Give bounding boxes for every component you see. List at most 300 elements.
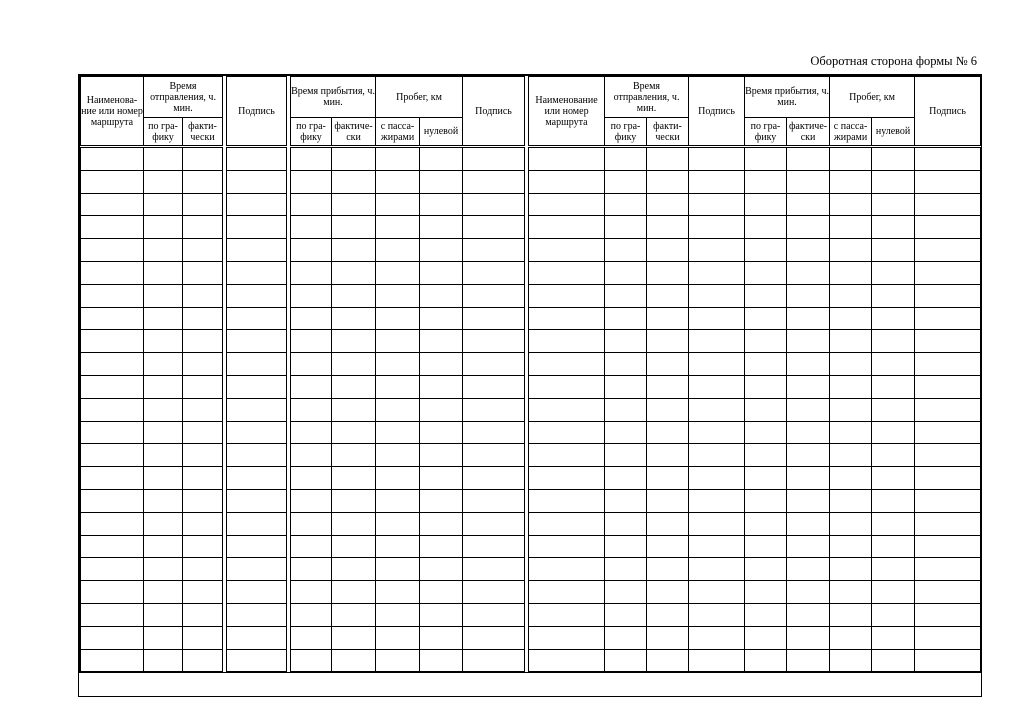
route-name-left-cell[interactable]	[81, 307, 144, 330]
arrival-actual-right-cell[interactable]	[787, 649, 830, 672]
arrival-by-schedule-left-cell[interactable]	[291, 216, 332, 239]
signature-3-cell[interactable]	[689, 284, 745, 307]
arrival-actual-right-cell[interactable]	[787, 421, 830, 444]
signature-4-cell[interactable]	[915, 284, 981, 307]
mileage-empty-right-cell[interactable]	[872, 626, 915, 649]
route-name-left-cell[interactable]	[81, 421, 144, 444]
route-name-right-cell[interactable]	[529, 193, 605, 216]
arrival-by-schedule-left-cell[interactable]	[291, 535, 332, 558]
mileage-with-passengers-right-cell[interactable]	[830, 193, 872, 216]
signature-3-cell[interactable]	[689, 581, 745, 604]
arrival-actual-left-cell[interactable]	[332, 398, 376, 421]
route-name-left-cell[interactable]	[81, 558, 144, 581]
signature-3-cell[interactable]	[689, 489, 745, 512]
departure-actual-left-cell[interactable]	[183, 147, 223, 171]
route-name-left-cell[interactable]	[81, 284, 144, 307]
arrival-by-schedule-right-cell[interactable]	[745, 147, 787, 171]
signature-1-cell[interactable]	[227, 375, 287, 398]
departure-by-schedule-right-cell[interactable]	[605, 512, 647, 535]
departure-actual-right-cell[interactable]	[647, 193, 689, 216]
mileage-empty-left-cell[interactable]	[420, 489, 463, 512]
mileage-with-passengers-right-cell[interactable]	[830, 147, 872, 171]
signature-2-cell[interactable]	[463, 239, 525, 262]
signature-1-cell[interactable]	[227, 535, 287, 558]
mileage-empty-left-cell[interactable]	[420, 307, 463, 330]
route-name-right-cell[interactable]	[529, 216, 605, 239]
departure-by-schedule-right-cell[interactable]	[605, 261, 647, 284]
arrival-by-schedule-right-cell[interactable]	[745, 649, 787, 672]
departure-by-schedule-right-cell[interactable]	[605, 307, 647, 330]
route-name-left-cell[interactable]	[81, 512, 144, 535]
departure-by-schedule-right-cell[interactable]	[605, 284, 647, 307]
mileage-with-passengers-right-cell[interactable]	[830, 558, 872, 581]
departure-by-schedule-left-cell[interactable]	[144, 330, 183, 353]
arrival-actual-right-cell[interactable]	[787, 193, 830, 216]
mileage-with-passengers-right-cell[interactable]	[830, 239, 872, 262]
arrival-actual-right-cell[interactable]	[787, 398, 830, 421]
mileage-empty-right-cell[interactable]	[872, 261, 915, 284]
signature-1-cell[interactable]	[227, 193, 287, 216]
departure-actual-left-cell[interactable]	[183, 330, 223, 353]
signature-3-cell[interactable]	[689, 330, 745, 353]
mileage-empty-left-cell[interactable]	[420, 170, 463, 193]
mileage-with-passengers-left-cell[interactable]	[376, 603, 420, 626]
mileage-empty-left-cell[interactable]	[420, 467, 463, 490]
departure-actual-right-cell[interactable]	[647, 603, 689, 626]
arrival-by-schedule-right-cell[interactable]	[745, 261, 787, 284]
mileage-empty-right-cell[interactable]	[872, 170, 915, 193]
arrival-by-schedule-left-cell[interactable]	[291, 603, 332, 626]
signature-3-cell[interactable]	[689, 467, 745, 490]
mileage-empty-right-cell[interactable]	[872, 284, 915, 307]
signature-2-cell[interactable]	[463, 421, 525, 444]
departure-actual-left-cell[interactable]	[183, 261, 223, 284]
arrival-actual-left-cell[interactable]	[332, 581, 376, 604]
route-name-right-cell[interactable]	[529, 581, 605, 604]
departure-actual-left-cell[interactable]	[183, 558, 223, 581]
arrival-actual-right-cell[interactable]	[787, 535, 830, 558]
departure-by-schedule-left-cell[interactable]	[144, 512, 183, 535]
mileage-empty-right-cell[interactable]	[872, 147, 915, 171]
arrival-actual-left-cell[interactable]	[332, 147, 376, 171]
arrival-by-schedule-left-cell[interactable]	[291, 170, 332, 193]
arrival-actual-left-cell[interactable]	[332, 170, 376, 193]
signature-3-cell[interactable]	[689, 421, 745, 444]
mileage-with-passengers-left-cell[interactable]	[376, 261, 420, 284]
signature-3-cell[interactable]	[689, 558, 745, 581]
departure-by-schedule-left-cell[interactable]	[144, 375, 183, 398]
signature-2-cell[interactable]	[463, 284, 525, 307]
signature-4-cell[interactable]	[915, 603, 981, 626]
departure-by-schedule-left-cell[interactable]	[144, 626, 183, 649]
signature-4-cell[interactable]	[915, 330, 981, 353]
signature-4-cell[interactable]	[915, 216, 981, 239]
signature-1-cell[interactable]	[227, 398, 287, 421]
arrival-actual-left-cell[interactable]	[332, 603, 376, 626]
signature-2-cell[interactable]	[463, 603, 525, 626]
arrival-actual-right-cell[interactable]	[787, 216, 830, 239]
mileage-with-passengers-right-cell[interactable]	[830, 581, 872, 604]
route-name-right-cell[interactable]	[529, 603, 605, 626]
arrival-actual-right-cell[interactable]	[787, 147, 830, 171]
arrival-actual-left-cell[interactable]	[332, 330, 376, 353]
signature-4-cell[interactable]	[915, 193, 981, 216]
mileage-with-passengers-right-cell[interactable]	[830, 216, 872, 239]
departure-by-schedule-left-cell[interactable]	[144, 239, 183, 262]
departure-actual-right-cell[interactable]	[647, 512, 689, 535]
route-name-left-cell[interactable]	[81, 467, 144, 490]
arrival-actual-right-cell[interactable]	[787, 512, 830, 535]
arrival-actual-left-cell[interactable]	[332, 193, 376, 216]
departure-actual-right-cell[interactable]	[647, 170, 689, 193]
departure-actual-left-cell[interactable]	[183, 421, 223, 444]
departure-by-schedule-left-cell[interactable]	[144, 398, 183, 421]
signature-2-cell[interactable]	[463, 193, 525, 216]
departure-actual-right-cell[interactable]	[647, 353, 689, 376]
mileage-with-passengers-right-cell[interactable]	[830, 489, 872, 512]
route-name-right-cell[interactable]	[529, 330, 605, 353]
mileage-empty-left-cell[interactable]	[420, 558, 463, 581]
mileage-empty-right-cell[interactable]	[872, 307, 915, 330]
signature-1-cell[interactable]	[227, 489, 287, 512]
departure-actual-left-cell[interactable]	[183, 512, 223, 535]
route-name-left-cell[interactable]	[81, 581, 144, 604]
departure-actual-left-cell[interactable]	[183, 193, 223, 216]
arrival-by-schedule-right-cell[interactable]	[745, 581, 787, 604]
arrival-by-schedule-right-cell[interactable]	[745, 307, 787, 330]
signature-3-cell[interactable]	[689, 649, 745, 672]
departure-actual-right-cell[interactable]	[647, 261, 689, 284]
signature-3-cell[interactable]	[689, 170, 745, 193]
mileage-with-passengers-right-cell[interactable]	[830, 375, 872, 398]
departure-actual-right-cell[interactable]	[647, 330, 689, 353]
arrival-by-schedule-left-cell[interactable]	[291, 421, 332, 444]
departure-by-schedule-right-cell[interactable]	[605, 147, 647, 171]
route-name-right-cell[interactable]	[529, 558, 605, 581]
arrival-by-schedule-left-cell[interactable]	[291, 444, 332, 467]
route-name-right-cell[interactable]	[529, 512, 605, 535]
mileage-with-passengers-left-cell[interactable]	[376, 307, 420, 330]
mileage-empty-left-cell[interactable]	[420, 353, 463, 376]
mileage-empty-left-cell[interactable]	[420, 444, 463, 467]
departure-actual-left-cell[interactable]	[183, 603, 223, 626]
mileage-with-passengers-right-cell[interactable]	[830, 535, 872, 558]
departure-by-schedule-right-cell[interactable]	[605, 170, 647, 193]
departure-by-schedule-left-cell[interactable]	[144, 421, 183, 444]
arrival-actual-left-cell[interactable]	[332, 216, 376, 239]
signature-2-cell[interactable]	[463, 170, 525, 193]
departure-actual-right-cell[interactable]	[647, 467, 689, 490]
mileage-with-passengers-left-cell[interactable]	[376, 649, 420, 672]
mileage-empty-left-cell[interactable]	[420, 216, 463, 239]
mileage-empty-left-cell[interactable]	[420, 284, 463, 307]
signature-1-cell[interactable]	[227, 558, 287, 581]
arrival-by-schedule-right-cell[interactable]	[745, 558, 787, 581]
departure-actual-left-cell[interactable]	[183, 375, 223, 398]
mileage-empty-right-cell[interactable]	[872, 558, 915, 581]
route-name-right-cell[interactable]	[529, 535, 605, 558]
mileage-empty-right-cell[interactable]	[872, 398, 915, 421]
mileage-with-passengers-left-cell[interactable]	[376, 193, 420, 216]
route-name-left-cell[interactable]	[81, 261, 144, 284]
arrival-by-schedule-left-cell[interactable]	[291, 581, 332, 604]
arrival-actual-right-cell[interactable]	[787, 170, 830, 193]
mileage-empty-left-cell[interactable]	[420, 581, 463, 604]
mileage-with-passengers-left-cell[interactable]	[376, 467, 420, 490]
mileage-with-passengers-right-cell[interactable]	[830, 421, 872, 444]
mileage-empty-right-cell[interactable]	[872, 330, 915, 353]
departure-actual-right-cell[interactable]	[647, 489, 689, 512]
departure-by-schedule-right-cell[interactable]	[605, 558, 647, 581]
departure-actual-left-cell[interactable]	[183, 444, 223, 467]
signature-2-cell[interactable]	[463, 147, 525, 171]
departure-actual-left-cell[interactable]	[183, 649, 223, 672]
signature-4-cell[interactable]	[915, 444, 981, 467]
mileage-with-passengers-left-cell[interactable]	[376, 489, 420, 512]
departure-by-schedule-left-cell[interactable]	[144, 261, 183, 284]
arrival-by-schedule-right-cell[interactable]	[745, 353, 787, 376]
mileage-empty-left-cell[interactable]	[420, 398, 463, 421]
route-name-right-cell[interactable]	[529, 626, 605, 649]
mileage-empty-right-cell[interactable]	[872, 649, 915, 672]
mileage-empty-left-cell[interactable]	[420, 626, 463, 649]
departure-by-schedule-left-cell[interactable]	[144, 581, 183, 604]
signature-3-cell[interactable]	[689, 603, 745, 626]
mileage-with-passengers-left-cell[interactable]	[376, 284, 420, 307]
signature-3-cell[interactable]	[689, 353, 745, 376]
arrival-by-schedule-right-cell[interactable]	[745, 444, 787, 467]
arrival-by-schedule-right-cell[interactable]	[745, 467, 787, 490]
mileage-with-passengers-right-cell[interactable]	[830, 626, 872, 649]
signature-1-cell[interactable]	[227, 216, 287, 239]
arrival-actual-left-cell[interactable]	[332, 649, 376, 672]
route-name-left-cell[interactable]	[81, 398, 144, 421]
arrival-by-schedule-left-cell[interactable]	[291, 284, 332, 307]
signature-4-cell[interactable]	[915, 170, 981, 193]
arrival-by-schedule-left-cell[interactable]	[291, 398, 332, 421]
arrival-by-schedule-right-cell[interactable]	[745, 535, 787, 558]
mileage-with-passengers-left-cell[interactable]	[376, 330, 420, 353]
mileage-with-passengers-left-cell[interactable]	[376, 170, 420, 193]
arrival-actual-left-cell[interactable]	[332, 239, 376, 262]
departure-by-schedule-left-cell[interactable]	[144, 558, 183, 581]
departure-actual-left-cell[interactable]	[183, 398, 223, 421]
arrival-actual-left-cell[interactable]	[332, 444, 376, 467]
mileage-empty-left-cell[interactable]	[420, 375, 463, 398]
mileage-empty-right-cell[interactable]	[872, 581, 915, 604]
route-name-left-cell[interactable]	[81, 193, 144, 216]
signature-1-cell[interactable]	[227, 626, 287, 649]
signature-3-cell[interactable]	[689, 193, 745, 216]
mileage-empty-right-cell[interactable]	[872, 535, 915, 558]
mileage-empty-right-cell[interactable]	[872, 467, 915, 490]
mileage-with-passengers-left-cell[interactable]	[376, 353, 420, 376]
arrival-actual-right-cell[interactable]	[787, 330, 830, 353]
departure-by-schedule-right-cell[interactable]	[605, 581, 647, 604]
departure-by-schedule-right-cell[interactable]	[605, 239, 647, 262]
signature-4-cell[interactable]	[915, 535, 981, 558]
route-name-right-cell[interactable]	[529, 284, 605, 307]
departure-by-schedule-left-cell[interactable]	[144, 284, 183, 307]
signature-1-cell[interactable]	[227, 512, 287, 535]
arrival-actual-left-cell[interactable]	[332, 512, 376, 535]
mileage-empty-left-cell[interactable]	[420, 330, 463, 353]
signature-1-cell[interactable]	[227, 261, 287, 284]
mileage-empty-left-cell[interactable]	[420, 147, 463, 171]
signature-4-cell[interactable]	[915, 581, 981, 604]
signature-1-cell[interactable]	[227, 170, 287, 193]
signature-2-cell[interactable]	[463, 261, 525, 284]
mileage-empty-left-cell[interactable]	[420, 535, 463, 558]
arrival-actual-left-cell[interactable]	[332, 353, 376, 376]
departure-by-schedule-right-cell[interactable]	[605, 375, 647, 398]
arrival-actual-right-cell[interactable]	[787, 467, 830, 490]
signature-3-cell[interactable]	[689, 535, 745, 558]
mileage-with-passengers-right-cell[interactable]	[830, 603, 872, 626]
arrival-actual-right-cell[interactable]	[787, 353, 830, 376]
signature-4-cell[interactable]	[915, 261, 981, 284]
arrival-by-schedule-left-cell[interactable]	[291, 193, 332, 216]
mileage-empty-right-cell[interactable]	[872, 512, 915, 535]
mileage-empty-left-cell[interactable]	[420, 261, 463, 284]
signature-1-cell[interactable]	[227, 421, 287, 444]
route-name-right-cell[interactable]	[529, 467, 605, 490]
signature-3-cell[interactable]	[689, 239, 745, 262]
departure-by-schedule-left-cell[interactable]	[144, 603, 183, 626]
signature-1-cell[interactable]	[227, 444, 287, 467]
signature-2-cell[interactable]	[463, 353, 525, 376]
route-name-left-cell[interactable]	[81, 489, 144, 512]
departure-by-schedule-left-cell[interactable]	[144, 353, 183, 376]
departure-by-schedule-right-cell[interactable]	[605, 489, 647, 512]
mileage-empty-right-cell[interactable]	[872, 216, 915, 239]
mileage-with-passengers-left-cell[interactable]	[376, 421, 420, 444]
signature-4-cell[interactable]	[915, 626, 981, 649]
mileage-empty-left-cell[interactable]	[420, 512, 463, 535]
departure-by-schedule-right-cell[interactable]	[605, 421, 647, 444]
arrival-by-schedule-left-cell[interactable]	[291, 239, 332, 262]
arrival-by-schedule-right-cell[interactable]	[745, 170, 787, 193]
mileage-empty-left-cell[interactable]	[420, 421, 463, 444]
signature-3-cell[interactable]	[689, 626, 745, 649]
departure-actual-right-cell[interactable]	[647, 421, 689, 444]
mileage-empty-left-cell[interactable]	[420, 603, 463, 626]
mileage-empty-right-cell[interactable]	[872, 421, 915, 444]
arrival-by-schedule-right-cell[interactable]	[745, 375, 787, 398]
arrival-actual-right-cell[interactable]	[787, 603, 830, 626]
departure-actual-left-cell[interactable]	[183, 170, 223, 193]
departure-by-schedule-left-cell[interactable]	[144, 307, 183, 330]
mileage-with-passengers-left-cell[interactable]	[376, 512, 420, 535]
route-name-left-cell[interactable]	[81, 535, 144, 558]
arrival-by-schedule-left-cell[interactable]	[291, 353, 332, 376]
route-name-right-cell[interactable]	[529, 147, 605, 171]
departure-actual-right-cell[interactable]	[647, 239, 689, 262]
route-name-right-cell[interactable]	[529, 353, 605, 376]
departure-actual-left-cell[interactable]	[183, 467, 223, 490]
route-name-left-cell[interactable]	[81, 444, 144, 467]
departure-by-schedule-right-cell[interactable]	[605, 193, 647, 216]
mileage-with-passengers-left-cell[interactable]	[376, 216, 420, 239]
mileage-empty-right-cell[interactable]	[872, 603, 915, 626]
departure-by-schedule-right-cell[interactable]	[605, 649, 647, 672]
signature-2-cell[interactable]	[463, 512, 525, 535]
arrival-by-schedule-right-cell[interactable]	[745, 489, 787, 512]
signature-1-cell[interactable]	[227, 307, 287, 330]
departure-actual-left-cell[interactable]	[183, 581, 223, 604]
route-name-right-cell[interactable]	[529, 649, 605, 672]
arrival-by-schedule-left-cell[interactable]	[291, 512, 332, 535]
arrival-by-schedule-right-cell[interactable]	[745, 284, 787, 307]
departure-actual-right-cell[interactable]	[647, 398, 689, 421]
arrival-by-schedule-right-cell[interactable]	[745, 216, 787, 239]
arrival-by-schedule-left-cell[interactable]	[291, 626, 332, 649]
mileage-empty-right-cell[interactable]	[872, 375, 915, 398]
departure-by-schedule-right-cell[interactable]	[605, 603, 647, 626]
signature-4-cell[interactable]	[915, 398, 981, 421]
arrival-actual-left-cell[interactable]	[332, 421, 376, 444]
departure-by-schedule-right-cell[interactable]	[605, 353, 647, 376]
signature-1-cell[interactable]	[227, 581, 287, 604]
signature-1-cell[interactable]	[227, 330, 287, 353]
arrival-actual-right-cell[interactable]	[787, 307, 830, 330]
signature-1-cell[interactable]	[227, 239, 287, 262]
signature-2-cell[interactable]	[463, 558, 525, 581]
departure-actual-left-cell[interactable]	[183, 535, 223, 558]
mileage-with-passengers-left-cell[interactable]	[376, 375, 420, 398]
route-name-left-cell[interactable]	[81, 170, 144, 193]
arrival-by-schedule-right-cell[interactable]	[745, 512, 787, 535]
departure-actual-left-cell[interactable]	[183, 353, 223, 376]
mileage-with-passengers-right-cell[interactable]	[830, 353, 872, 376]
route-name-left-cell[interactable]	[81, 626, 144, 649]
signature-3-cell[interactable]	[689, 375, 745, 398]
arrival-by-schedule-right-cell[interactable]	[745, 330, 787, 353]
mileage-empty-right-cell[interactable]	[872, 353, 915, 376]
arrival-actual-left-cell[interactable]	[332, 467, 376, 490]
arrival-by-schedule-left-cell[interactable]	[291, 375, 332, 398]
arrival-actual-right-cell[interactable]	[787, 558, 830, 581]
route-name-right-cell[interactable]	[529, 239, 605, 262]
departure-actual-left-cell[interactable]	[183, 239, 223, 262]
mileage-with-passengers-left-cell[interactable]	[376, 398, 420, 421]
signature-3-cell[interactable]	[689, 261, 745, 284]
route-name-left-cell[interactable]	[81, 330, 144, 353]
arrival-by-schedule-left-cell[interactable]	[291, 467, 332, 490]
mileage-with-passengers-left-cell[interactable]	[376, 581, 420, 604]
arrival-actual-right-cell[interactable]	[787, 489, 830, 512]
mileage-with-passengers-left-cell[interactable]	[376, 558, 420, 581]
departure-by-schedule-left-cell[interactable]	[144, 193, 183, 216]
arrival-actual-left-cell[interactable]	[332, 284, 376, 307]
arrival-actual-left-cell[interactable]	[332, 261, 376, 284]
signature-1-cell[interactable]	[227, 467, 287, 490]
signature-4-cell[interactable]	[915, 489, 981, 512]
signature-3-cell[interactable]	[689, 307, 745, 330]
signature-4-cell[interactable]	[915, 649, 981, 672]
departure-by-schedule-right-cell[interactable]	[605, 216, 647, 239]
arrival-by-schedule-left-cell[interactable]	[291, 261, 332, 284]
arrival-actual-right-cell[interactable]	[787, 239, 830, 262]
arrival-actual-right-cell[interactable]	[787, 626, 830, 649]
departure-by-schedule-right-cell[interactable]	[605, 444, 647, 467]
departure-actual-right-cell[interactable]	[647, 216, 689, 239]
signature-3-cell[interactable]	[689, 444, 745, 467]
signature-2-cell[interactable]	[463, 307, 525, 330]
mileage-with-passengers-left-cell[interactable]	[376, 626, 420, 649]
departure-actual-right-cell[interactable]	[647, 535, 689, 558]
departure-actual-right-cell[interactable]	[647, 649, 689, 672]
